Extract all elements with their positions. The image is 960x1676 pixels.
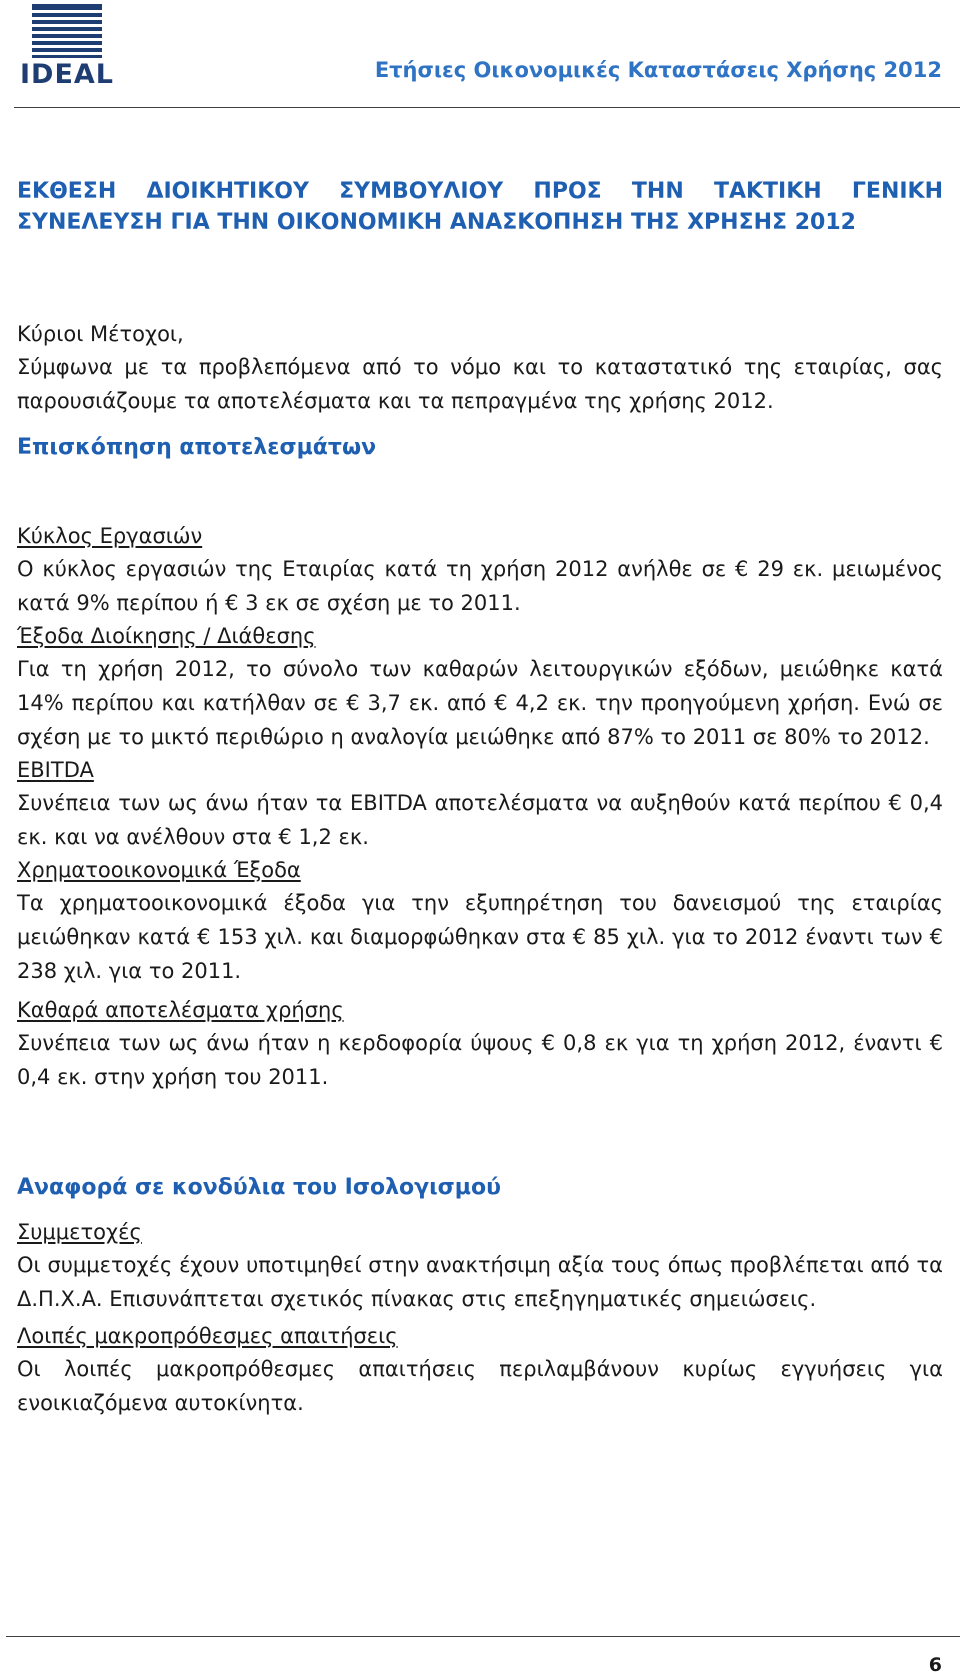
financial-expenses-paragraph: Τα χρηματοοικονομικά έξοδα για την εξυπηρέτηση του δανεισμού της εταιρίας μειώθηκαν κατά € 153 χιλ. και διαμορφώθηκαν στα € 85 χιλ. για το 2012 έναντι των € 238 χιλ. για το 2011.: [17, 891, 943, 983]
header-divider: [14, 107, 960, 108]
financial-expenses-subheading: Χρηματοοικονομικά Έξοδα: [17, 858, 301, 882]
admin-expenses-paragraph: Για τη χρήση 2012, το σύνολο των καθαρών λειτουργικών εξόδων, μειώθηκε κατά 14% περίπου και κατήλθαν σε € 3,7 εκ. από € 4,2 εκ. την προηγούμενη χρήση. Ενώ σε σχέση με το μικτό περιθώριο η αναλογία μειώθηκε από 87% το 2011 σε 80% το 2012.: [17, 657, 943, 749]
company-logo: [14, 4, 120, 90]
admin-expenses-subheading: Έξοδα Διοίκησης / Διάθεσης: [17, 624, 316, 648]
page-number: 6: [928, 1654, 942, 1676]
other-receivables-subheading: Λοιπές μακροπρόθεσμες απαιτήσεις: [17, 1324, 398, 1348]
turnover-paragraph: Ο κύκλος εργασιών της Εταιρίας κατά τη χρήση 2012 ανήλθε σε € 29 εκ. μειωμένος κατά 9% περίπου ή € 3 εκ σε σχέση με το 2011.: [17, 557, 943, 615]
footer-divider: [6, 1636, 960, 1637]
turnover-subheading: Κύκλος Εργασιών: [17, 524, 203, 548]
logo-text: IDEAL: [19, 59, 114, 90]
net-results-subheading: Καθαρά αποτελέσματα χρήσης: [17, 998, 344, 1022]
document-header-title: Ετήσιες Οικονομικές Καταστάσεις Χρήσης 2012: [374, 58, 942, 82]
ebitda-subheading: EBITDA: [17, 758, 94, 782]
results-overview-heading: Επισκόπηση αποτελεσμάτων: [17, 435, 377, 460]
report-title: ΕΚΘΕΣΗ ΔΙΟΙΚΗΤΙΚΟΥ ΣΥΜΒΟΥΛΙΟΥ ΠΡΟΣ ΤΗΝ ΤΑΚΤΙΚΗ ΓΕΝΙΚΗ ΣΥΝΕΛΕΥΣΗ ΓΙΑ ΤΗΝ ΟΙΚΟΝΟΜΙΚΗ ΑΝΑΣΚΟΠΗΣΗ ΤΗΣ ΧΡΗΣΗΣ 2012: [17, 179, 943, 235]
net-results-paragraph: Συνέπεια των ως άνω ήταν η κερδοφορία ύψους € 0,8 εκ για τη χρήση 2012, έναντι € 0,4 εκ. στην χρήση του 2011.: [17, 1031, 943, 1089]
participations-subheading: Συμμετοχές: [17, 1220, 142, 1244]
logo-mark-icon: [14, 4, 120, 60]
other-receivables-paragraph: Οι λοιπές μακροπρόθεσμες απαιτήσεις περιλαμβάνουν κυρίως εγγυήσεις για ενοικιαζόμενα αυτοκίνητα.: [17, 1357, 943, 1415]
intro-paragraph: Σύμφωνα με τα προβλεπόμενα από το νόμο και το καταστατικό της εταιρίας, σας παρουσιάζουμε τα αποτελέσματα και τα πεπραγμένα της χρήσης 2012.: [17, 355, 943, 413]
report-body: [17, 176, 943, 1420]
balance-sheet-heading: Αναφορά σε κονδύλια του Ισολογισμού: [17, 1175, 501, 1200]
greeting: Κύριοι Μέτοχοι,: [17, 322, 184, 346]
participations-paragraph: Οι συμμετοχές έχουν υποτιμηθεί στην ανακτήσιμη αξία τους όπως προβλέπεται από τα Δ.Π.Χ.Α. Επισυνάπτεται σχετικός πίνακας στις επεξηγηματικές σημειώσεις.: [17, 1253, 943, 1311]
ebitda-paragraph: Συνέπεια των ως άνω ήταν τα EBITDA αποτελέσματα να αυξηθούν κατά περίπου € 0,4 εκ. και να ανέλθουν στα € 1,2 εκ.: [17, 791, 943, 849]
